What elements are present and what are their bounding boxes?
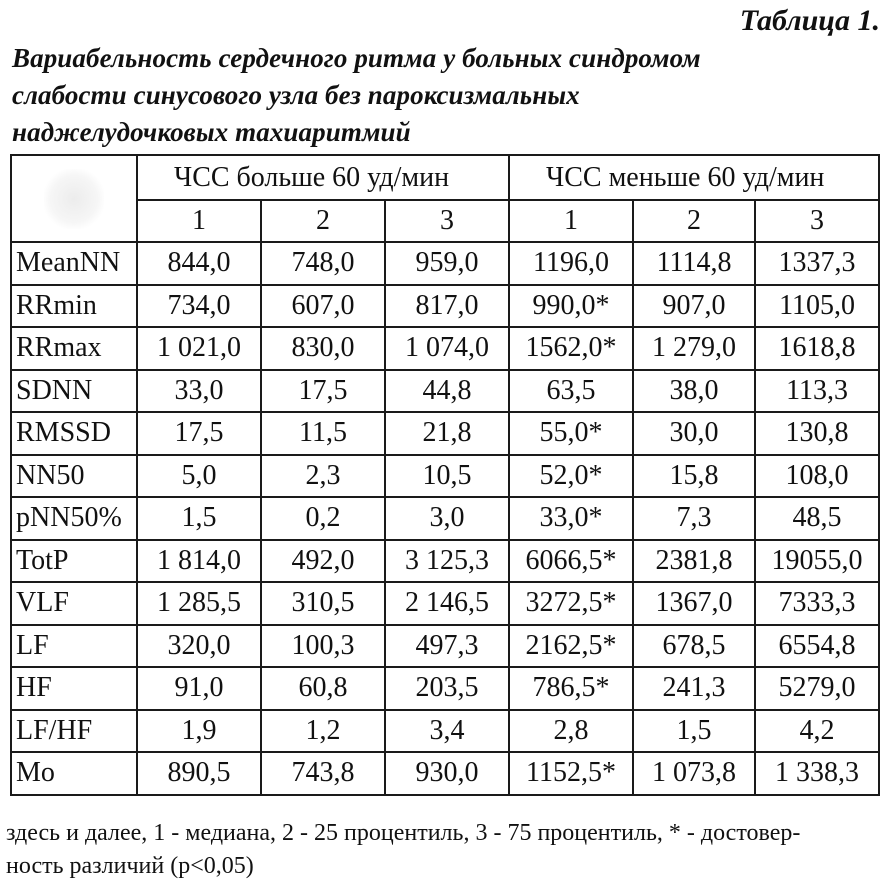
value-cell: 786,5* xyxy=(509,667,633,710)
footnote-line: здесь и далее, 1 - медиана, 2 - 25 процентиль, 3 - 75 процентиль, * - достовер- xyxy=(6,820,801,846)
value-cell: 60,8 xyxy=(261,667,385,710)
value-cell: 3272,5* xyxy=(509,582,633,625)
table-row xyxy=(11,242,879,285)
value-cell: 10,5 xyxy=(385,455,509,498)
value-cell: 5279,0 xyxy=(755,667,879,710)
value-cell: 907,0 xyxy=(633,285,755,328)
value-cell: 15,8 xyxy=(633,455,755,498)
value-cell: 844,0 xyxy=(137,242,261,285)
value-cell: 2,3 xyxy=(261,455,385,498)
value-cell: 2 146,5 xyxy=(385,582,509,625)
value-cell: 1196,0 xyxy=(509,242,633,285)
row-label: RRmax xyxy=(11,327,137,370)
value-cell: 1 814,0 xyxy=(137,540,261,583)
value-cell: 678,5 xyxy=(633,625,755,668)
value-cell: 1367,0 xyxy=(633,582,755,625)
value-cell: 607,0 xyxy=(261,285,385,328)
subheader-cell: 1 xyxy=(509,200,633,242)
value-cell: 19055,0 xyxy=(755,540,879,583)
value-cell: 959,0 xyxy=(385,242,509,285)
value-cell: 320,0 xyxy=(137,625,261,668)
value-cell: 241,3 xyxy=(633,667,755,710)
value-cell: 1337,3 xyxy=(755,242,879,285)
value-cell: 4,2 xyxy=(755,710,879,753)
value-cell: 6066,5* xyxy=(509,540,633,583)
table-row xyxy=(11,412,879,455)
value-cell: 130,8 xyxy=(755,412,879,455)
row-label: LF/HF xyxy=(11,710,137,753)
subheader-cell: 2 xyxy=(633,200,755,242)
value-cell: 2162,5* xyxy=(509,625,633,668)
row-label: LF xyxy=(11,625,137,668)
value-cell: 7,3 xyxy=(633,497,755,540)
value-cell: 48,5 xyxy=(755,497,879,540)
table-row xyxy=(11,497,879,540)
value-cell: 113,3 xyxy=(755,370,879,413)
row-label: RRmin xyxy=(11,285,137,328)
value-cell: 5,0 xyxy=(137,455,261,498)
row-label: pNN50% xyxy=(11,497,137,540)
value-cell: 63,5 xyxy=(509,370,633,413)
value-cell: 1 338,3 xyxy=(755,752,879,795)
row-label: TotP xyxy=(11,540,137,583)
value-cell: 100,3 xyxy=(261,625,385,668)
table-row xyxy=(11,667,879,710)
table-number-label: Таблица 1. xyxy=(739,4,880,37)
row-label: VLF xyxy=(11,582,137,625)
value-cell: 17,5 xyxy=(137,412,261,455)
value-cell: 734,0 xyxy=(137,285,261,328)
value-cell: 1 074,0 xyxy=(385,327,509,370)
value-cell: 1105,0 xyxy=(755,285,879,328)
value-cell: 743,8 xyxy=(261,752,385,795)
value-cell: 1 285,5 xyxy=(137,582,261,625)
table-title-line: наджелудочковых тахиаритмий xyxy=(12,117,411,147)
table-title xyxy=(12,40,872,151)
table-corner-cell xyxy=(11,155,137,242)
table-row xyxy=(11,710,879,753)
value-cell: 1152,5* xyxy=(509,752,633,795)
table-row xyxy=(11,370,879,413)
table-footnote xyxy=(6,817,890,883)
value-cell: 33,0 xyxy=(137,370,261,413)
table-subheader-row xyxy=(11,200,879,242)
table-row xyxy=(11,752,879,795)
value-cell: 203,5 xyxy=(385,667,509,710)
row-label: MeanNN xyxy=(11,242,137,285)
row-label: RMSSD xyxy=(11,412,137,455)
value-cell: 830,0 xyxy=(261,327,385,370)
table-row xyxy=(11,455,879,498)
subheader-cell: 2 xyxy=(261,200,385,242)
subheader-cell: 3 xyxy=(755,200,879,242)
value-cell: 44,8 xyxy=(385,370,509,413)
table-row xyxy=(11,540,879,583)
value-cell: 91,0 xyxy=(137,667,261,710)
value-cell: 33,0* xyxy=(509,497,633,540)
table-row xyxy=(11,625,879,668)
value-cell: 3,0 xyxy=(385,497,509,540)
value-cell: 1 279,0 xyxy=(633,327,755,370)
table-row xyxy=(11,582,879,625)
row-label: HF xyxy=(11,667,137,710)
subheader-cell: 1 xyxy=(137,200,261,242)
value-cell: 30,0 xyxy=(633,412,755,455)
table-title-line: слабости синусового узла без пароксизмальных xyxy=(12,80,580,110)
value-cell: 55,0* xyxy=(509,412,633,455)
value-cell: 6554,8 xyxy=(755,625,879,668)
value-cell: 310,5 xyxy=(261,582,385,625)
value-cell: 7333,3 xyxy=(755,582,879,625)
value-cell: 52,0* xyxy=(509,455,633,498)
row-label: SDNN xyxy=(11,370,137,413)
value-cell: 990,0* xyxy=(509,285,633,328)
value-cell: 1 073,8 xyxy=(633,752,755,795)
hrv-table xyxy=(10,154,880,796)
value-cell: 1618,8 xyxy=(755,327,879,370)
value-cell: 38,0 xyxy=(633,370,755,413)
value-cell: 1,2 xyxy=(261,710,385,753)
value-cell: 1,5 xyxy=(137,497,261,540)
value-cell: 817,0 xyxy=(385,285,509,328)
row-label: NN50 xyxy=(11,455,137,498)
value-cell: 1 021,0 xyxy=(137,327,261,370)
value-cell: 1,9 xyxy=(137,710,261,753)
value-cell: 1114,8 xyxy=(633,242,755,285)
value-cell: 2381,8 xyxy=(633,540,755,583)
footnote-line: ность различий (p<0,05) xyxy=(6,853,254,879)
value-cell: 108,0 xyxy=(755,455,879,498)
group-header-hr-below-60: ЧСС меньше 60 уд/мин xyxy=(509,155,879,200)
value-cell: 1562,0* xyxy=(509,327,633,370)
table-group-header-row xyxy=(11,155,879,200)
value-cell: 492,0 xyxy=(261,540,385,583)
table-title-line: Вариабельность сердечного ритма у больных синдромом xyxy=(12,43,701,73)
value-cell: 890,5 xyxy=(137,752,261,795)
value-cell: 2,8 xyxy=(509,710,633,753)
table-row xyxy=(11,285,879,328)
value-cell: 21,8 xyxy=(385,412,509,455)
value-cell: 497,3 xyxy=(385,625,509,668)
table-row xyxy=(11,327,879,370)
value-cell: 1,5 xyxy=(633,710,755,753)
value-cell: 748,0 xyxy=(261,242,385,285)
subheader-cell: 3 xyxy=(385,200,509,242)
value-cell: 930,0 xyxy=(385,752,509,795)
value-cell: 3,4 xyxy=(385,710,509,753)
value-cell: 17,5 xyxy=(261,370,385,413)
value-cell: 11,5 xyxy=(261,412,385,455)
group-header-hr-above-60: ЧСС больше 60 уд/мин xyxy=(137,155,509,200)
row-label: Mo xyxy=(11,752,137,795)
value-cell: 0,2 xyxy=(261,497,385,540)
value-cell: 3 125,3 xyxy=(385,540,509,583)
